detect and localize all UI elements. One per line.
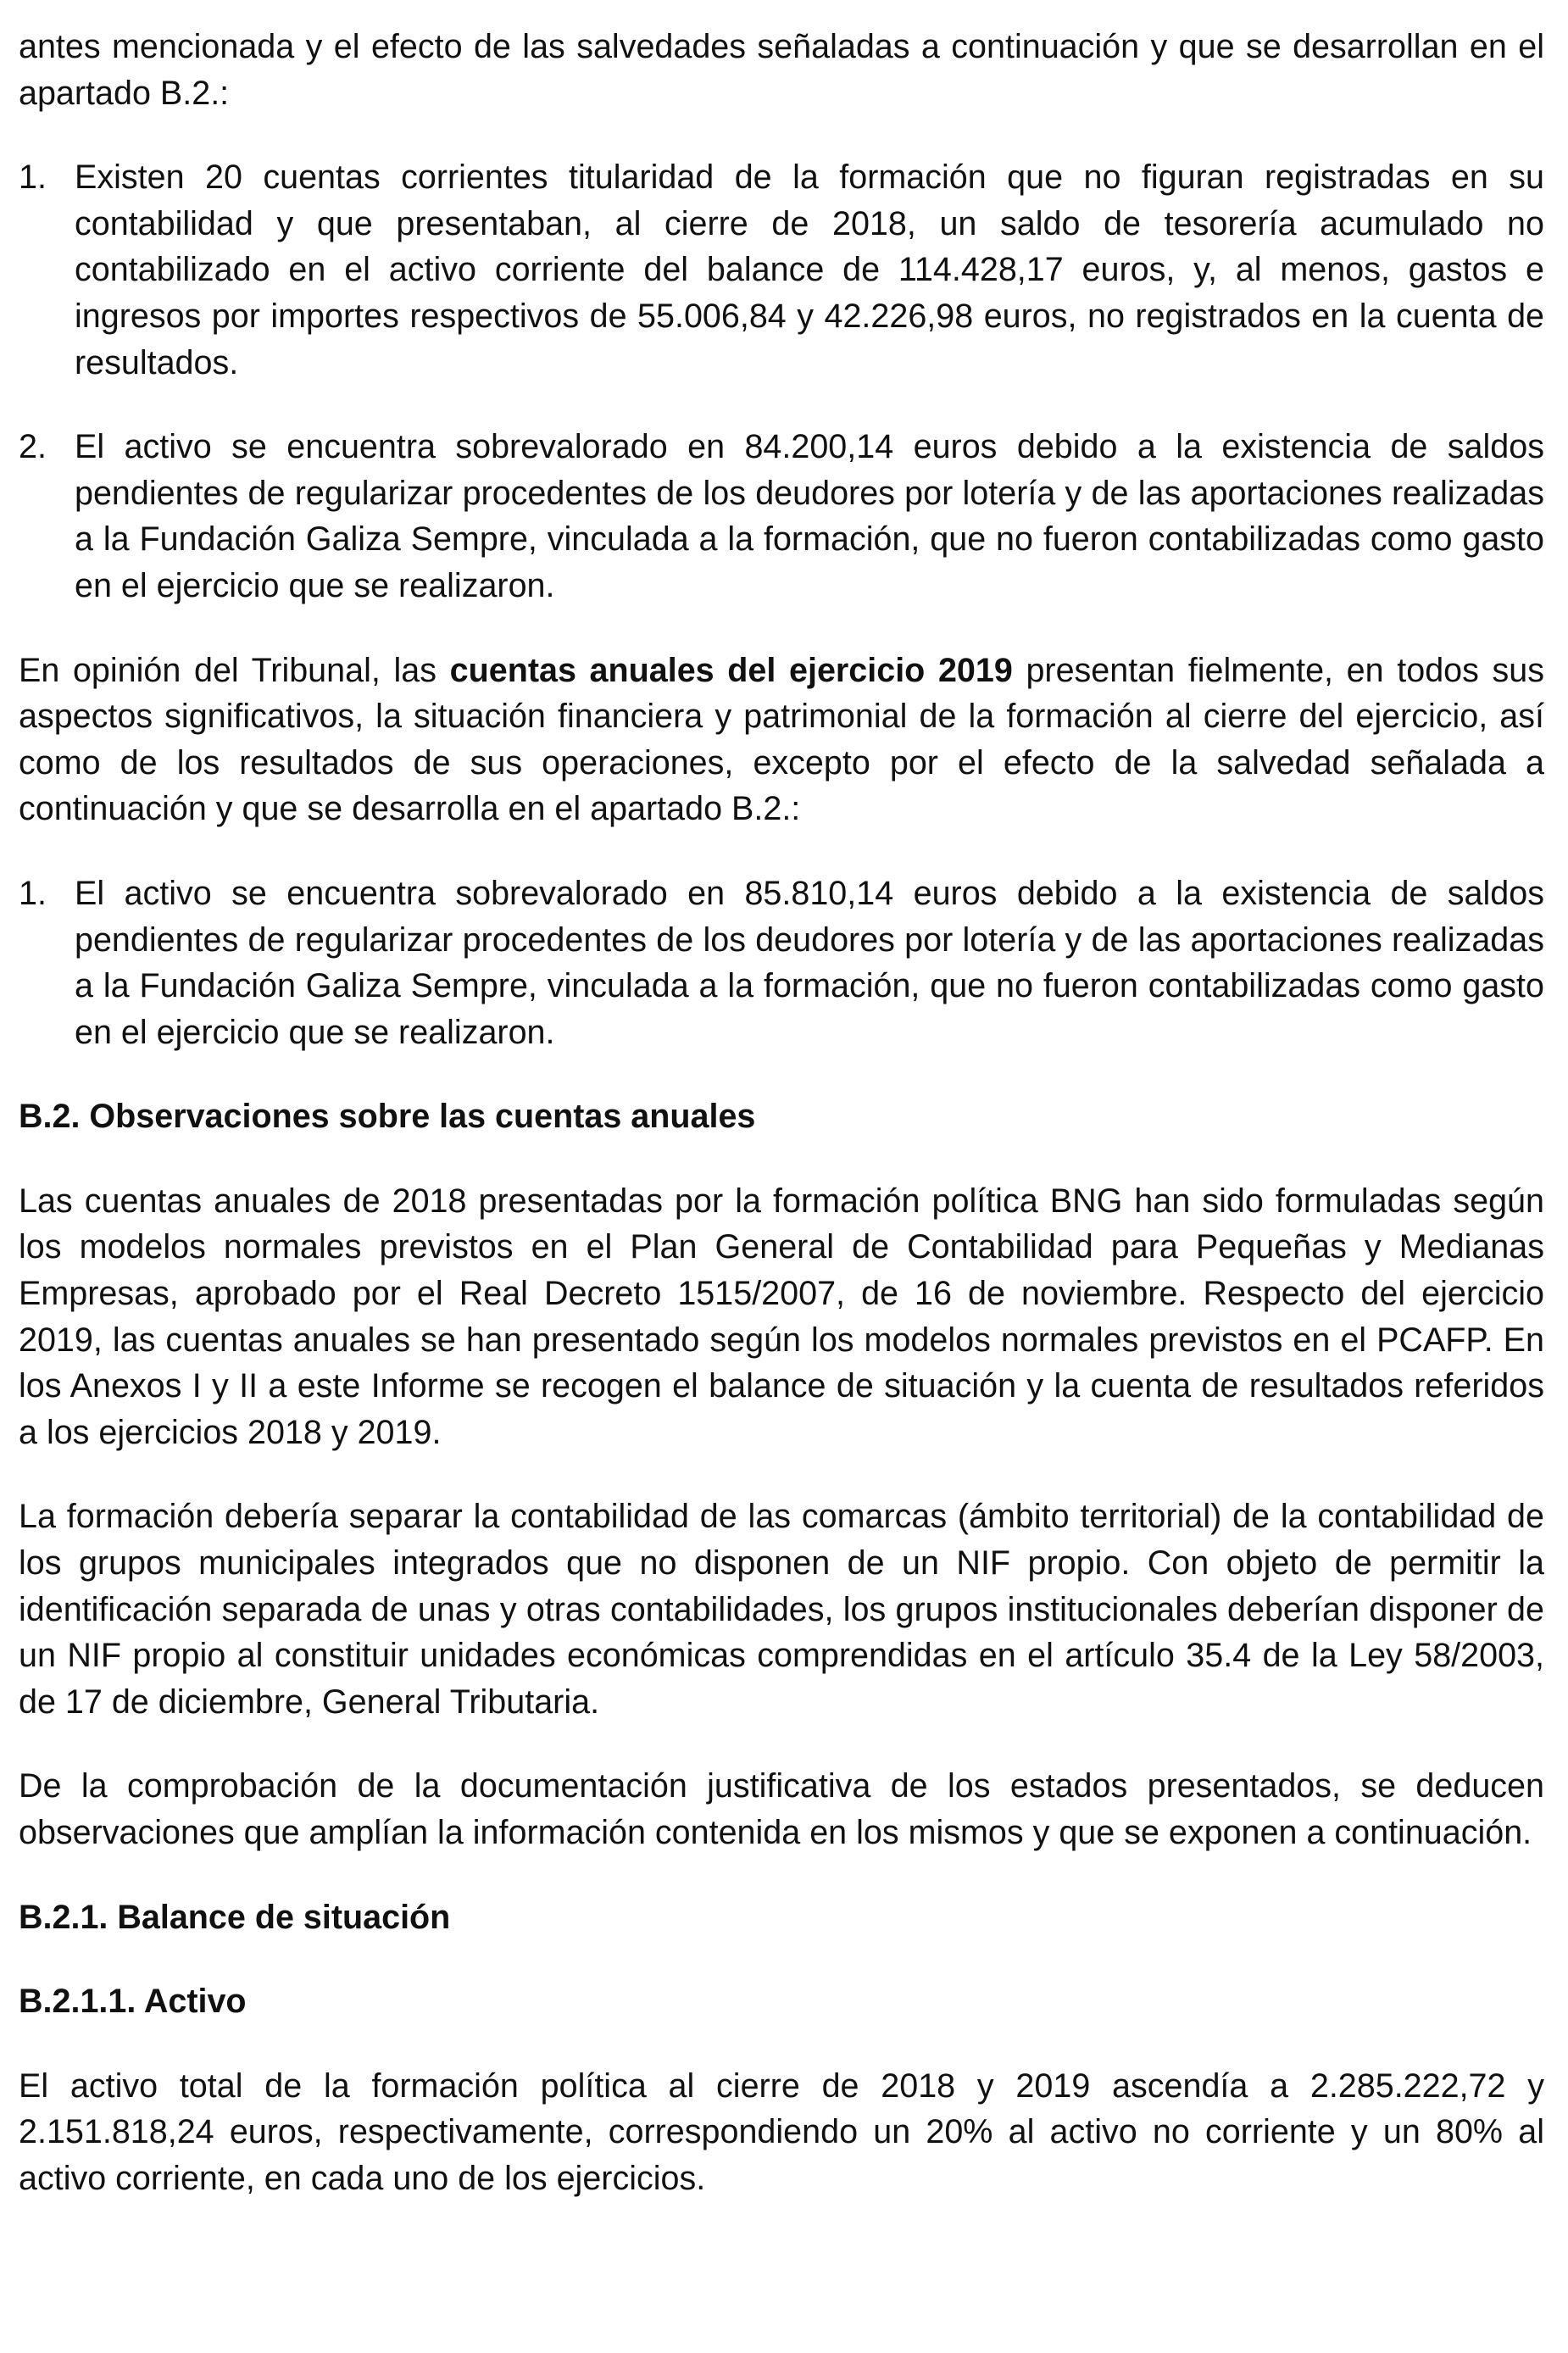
- list-item-text: Existen 20 cuentas corrientes titularidad de la formación que no figuran registradas en su contabilidad y que presentaban, al cierre de 2018, un saldo de tesorería acumulado no contabilizado en el activo corriente del balance de 114.428,17 euros, y, al menos, gastos e ingresos por importes respectivos de 55.006,84 y 42.226,98 euros, no registrados en la cuenta de resultados.: [75, 159, 1544, 381]
- salvedades-2019-list: [19, 871, 1544, 1055]
- list-item-number: 2.: [19, 428, 47, 466]
- list-item: [19, 424, 1544, 609]
- list-item-text: El activo se encuentra sobrevalorado en 84.200,14 euros debido a la existencia de saldos pendientes de regularizar procedentes de los deudores por lotería y de las aportaciones realizadas a la Fundación Galiza Sempre, vinculada a la formación, que no fueron contabilizadas como gasto en el ejercicio que se realizaron.: [75, 428, 1544, 604]
- opinion-bold-text: cuentas anuales del ejercicio 2019: [449, 651, 1013, 689]
- opinion-text-after: presentan fielmente, en todos sus aspectos significativos, la situación financiera y patrimonial de la formación al cierre del ejercicio, así como de los resultados de sus operaciones, excepto por el efecto de la salvedad señalada a continuación y que se desarrolla en el apartado B.2.:: [19, 651, 1544, 828]
- list-item-text: El activo se encuentra sobrevalorado en 85.810,14 euros debido a la existencia de saldos pendientes de regularizar procedentes de los deudores por lotería y de las aportaciones realizadas a la Fundación Galiza Sempre, vinculada a la formación, que no fueron contabilizadas como gasto en el ejercicio que se realizaron.: [75, 874, 1544, 1051]
- b2-paragraph-1: Las cuentas anuales de 2018 presentadas por la formación política BNG han sido formuladas según los modelos normales previstos en el Plan General de Contabilidad para Pequeñas y Medianas Empresas, aprobado por el Real Decreto 1515/2007, de 16 de noviembre. Respecto del ejercicio 2019, las cuentas anuales se han presentado según los modelos normales previstos en el PCAFP. En los Anexos I y II a este Informe se recogen el balance de situación y la cuenta de resultados referidos a los ejercicios 2018 y 2019.: [19, 1182, 1544, 1451]
- b211-paragraph: El activo total de la formación política al cierre de 2018 y 2019 ascendía a 2.285.222,72 y 2.151.818,24 euros, respectivamente, correspondiendo un 20% al activo no corriente y un 80% al activo corriente, en cada uno de los ejercicios.: [19, 2067, 1544, 2197]
- list-item: [19, 871, 1544, 1055]
- intro-paragraph: antes mencionada y el efecto de las salvedades señaladas a continuación y que se desarrollan en el apartado B.2.:: [19, 28, 1544, 112]
- list-item-number: 1.: [19, 874, 47, 912]
- opinion-2019-paragraph: [19, 648, 1544, 832]
- salvedades-2018-list: [19, 154, 1544, 609]
- b2-paragraph-2: La formación debería separar la contabilidad de las comarcas (ámbito territorial) de la contabilidad de los grupos municipales integrados que no disponen de un NIF propio. Con objeto de permitir la identificación separada de unas y otras contabilidades, los grupos institucionales deberían disponer de un NIF propio al constituir unidades económicas comprendidas en el artículo 35.4 de la Ley 58/2003, de 17 de diciembre, General Tributaria.: [19, 1498, 1544, 1721]
- section-b211-heading: B.2.1.1. Activo: [19, 1983, 247, 2021]
- section-b2-heading: B.2. Observaciones sobre las cuentas anuales: [19, 1098, 756, 1136]
- section-b21-heading: B.2.1. Balance de situación: [19, 1898, 451, 1936]
- b2-paragraph-3: De la comprobación de la documentación justificativa de los estados presentados, se deducen observaciones que amplían la información contenida en los mismos y que se exponen a continuación.: [19, 1767, 1544, 1851]
- list-item: [19, 154, 1544, 386]
- document-page: [19, 24, 1544, 2240]
- opinion-text-before: En opinión del Tribunal, las: [19, 651, 450, 689]
- list-item-number: 1.: [19, 159, 47, 197]
